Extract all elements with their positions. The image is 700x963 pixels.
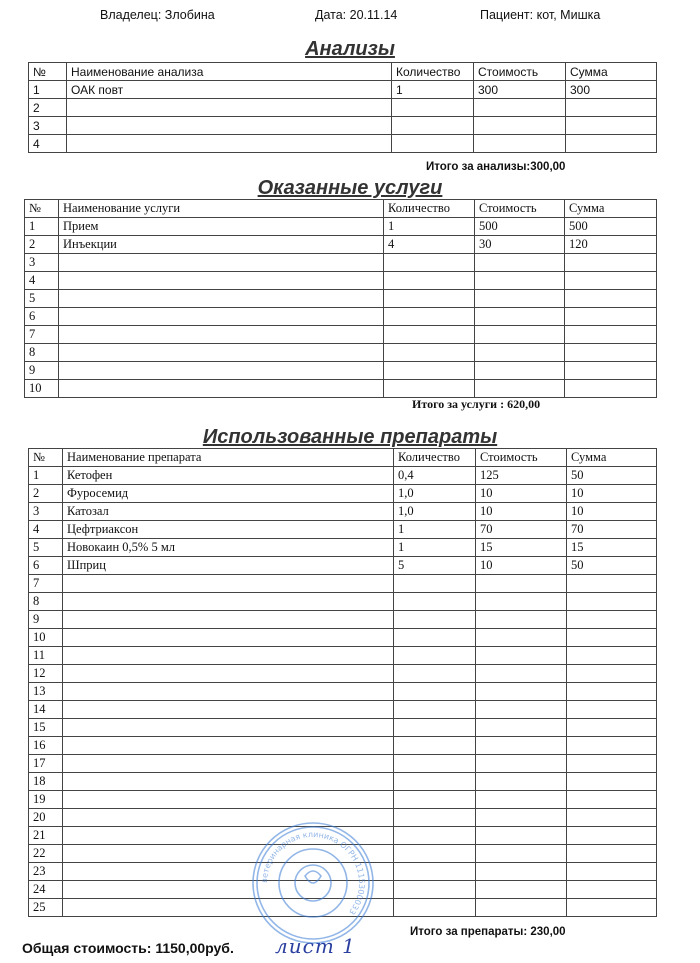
table-cell — [476, 611, 567, 629]
table-row — [25, 362, 657, 380]
table-cell — [63, 683, 394, 701]
drugs-title: Использованные препараты — [202, 426, 498, 448]
table-cell — [59, 344, 384, 362]
table-cell — [476, 737, 567, 755]
table-row — [29, 683, 657, 701]
table-cell — [567, 575, 657, 593]
table-row — [29, 719, 657, 737]
table-row — [29, 665, 657, 683]
column-header: Стоимость — [474, 63, 566, 81]
table-row — [29, 557, 657, 575]
table-row — [29, 485, 657, 503]
column-header: № — [25, 200, 59, 218]
table-cell — [565, 290, 657, 308]
table-cell — [474, 117, 566, 135]
table-cell — [567, 719, 657, 737]
row-number: 9 — [25, 362, 59, 380]
table-cell — [567, 647, 657, 665]
row-number: 9 — [29, 611, 63, 629]
column-header: Сумма — [565, 200, 657, 218]
table-cell — [567, 809, 657, 827]
table-cell — [567, 611, 657, 629]
table-cell — [59, 380, 384, 398]
table-cell — [63, 755, 394, 773]
row-number: 3 — [29, 117, 67, 135]
table-cell — [566, 99, 657, 117]
row-number: 4 — [29, 135, 67, 153]
table-cell — [59, 308, 384, 326]
row-number: 8 — [29, 593, 63, 611]
row-number: 23 — [29, 863, 63, 881]
table-cell — [475, 362, 565, 380]
table-row — [29, 521, 657, 539]
table-cell: Прием — [59, 218, 384, 236]
table-cell — [63, 629, 394, 647]
table-cell — [567, 755, 657, 773]
table-cell — [474, 99, 566, 117]
table-cell — [59, 290, 384, 308]
table-cell: 300 — [474, 81, 566, 99]
row-number: 10 — [25, 380, 59, 398]
row-number: 12 — [29, 665, 63, 683]
table-row — [29, 593, 657, 611]
analyses-table — [28, 62, 657, 153]
table-cell — [566, 117, 657, 135]
table-cell — [476, 719, 567, 737]
row-number: 4 — [29, 521, 63, 539]
table-cell — [394, 863, 476, 881]
table-row — [29, 135, 657, 153]
table-cell — [394, 737, 476, 755]
table-cell: 70 — [476, 521, 567, 539]
row-number: 1 — [29, 81, 67, 99]
row-number: 1 — [25, 218, 59, 236]
table-cell — [384, 308, 475, 326]
table-row — [29, 755, 657, 773]
table-cell — [394, 881, 476, 899]
table-cell — [63, 701, 394, 719]
table-cell — [476, 791, 567, 809]
table-cell — [59, 326, 384, 344]
table-row — [29, 611, 657, 629]
owner-field: Владелец: Злобина — [100, 8, 215, 22]
row-number: 1 — [29, 467, 63, 485]
column-header: Сумма — [566, 63, 657, 81]
table-cell: 5 — [394, 557, 476, 575]
row-number: 15 — [29, 719, 63, 737]
column-header: Количество — [384, 200, 475, 218]
table-row — [25, 254, 657, 272]
table-row — [29, 647, 657, 665]
table-cell — [476, 773, 567, 791]
table-cell — [567, 881, 657, 899]
services-table — [24, 199, 657, 398]
table-cell — [565, 308, 657, 326]
table-cell: 15 — [476, 539, 567, 557]
table-cell — [384, 254, 475, 272]
table-cell — [392, 99, 474, 117]
table-cell: 4 — [384, 236, 475, 254]
table-cell — [384, 272, 475, 290]
table-row — [29, 539, 657, 557]
table-cell: Фуросемид — [63, 485, 394, 503]
table-cell: 10 — [567, 503, 657, 521]
row-number: 6 — [25, 308, 59, 326]
table-cell: 1 — [384, 218, 475, 236]
table-row — [29, 81, 657, 99]
table-cell — [394, 809, 476, 827]
row-number: 6 — [29, 557, 63, 575]
row-number: 3 — [29, 503, 63, 521]
table-cell — [394, 755, 476, 773]
column-header: Стоимость — [475, 200, 565, 218]
column-header: Наименование анализа — [67, 63, 392, 81]
table-cell — [476, 881, 567, 899]
row-number: 4 — [25, 272, 59, 290]
clinic-stamp — [248, 818, 378, 948]
table-cell: 10 — [476, 557, 567, 575]
table-cell — [567, 791, 657, 809]
table-cell: 120 — [565, 236, 657, 254]
table-cell — [63, 773, 394, 791]
table-cell — [566, 135, 657, 153]
table-cell: 1,0 — [394, 485, 476, 503]
table-cell — [394, 665, 476, 683]
column-header: Количество — [394, 449, 476, 467]
table-cell — [394, 701, 476, 719]
table-row — [25, 272, 657, 290]
row-number: 25 — [29, 899, 63, 917]
table-row — [29, 773, 657, 791]
table-cell — [63, 575, 394, 593]
table-cell — [476, 647, 567, 665]
row-number: 19 — [29, 791, 63, 809]
table-cell — [476, 629, 567, 647]
table-cell: 10 — [567, 485, 657, 503]
table-cell: 10 — [476, 503, 567, 521]
row-number: 10 — [29, 629, 63, 647]
grand-total: Общая стоимость: 1150,00руб. — [22, 940, 234, 956]
row-number: 13 — [29, 683, 63, 701]
table-cell: Цефтриаксон — [63, 521, 394, 539]
table-cell — [567, 665, 657, 683]
table-cell — [59, 362, 384, 380]
table-cell: 30 — [475, 236, 565, 254]
table-cell — [63, 737, 394, 755]
table-cell: 15 — [567, 539, 657, 557]
table-cell: 1,0 — [394, 503, 476, 521]
table-cell — [384, 326, 475, 344]
column-header: № — [29, 449, 63, 467]
row-number: 7 — [25, 326, 59, 344]
table-cell — [384, 380, 475, 398]
table-cell: Кетофен — [63, 467, 394, 485]
table-cell — [476, 755, 567, 773]
table-cell — [567, 701, 657, 719]
table-cell — [392, 117, 474, 135]
table-cell — [394, 575, 476, 593]
sheet-note: лист 1 — [275, 934, 356, 958]
table-cell: 500 — [475, 218, 565, 236]
row-number: 11 — [29, 647, 63, 665]
table-cell — [394, 773, 476, 791]
drugs-total: Итого за препараты: 230,00 — [410, 926, 566, 938]
table-cell — [475, 344, 565, 362]
row-number: 20 — [29, 809, 63, 827]
table-cell — [67, 99, 392, 117]
row-number: 16 — [29, 737, 63, 755]
row-number: 7 — [29, 575, 63, 593]
services-title: Оказанные услуги — [257, 177, 443, 199]
table-row — [25, 218, 657, 236]
table-cell — [67, 117, 392, 135]
table-cell — [63, 791, 394, 809]
table-row — [25, 380, 657, 398]
table-cell — [394, 719, 476, 737]
table-cell — [567, 845, 657, 863]
table-cell — [394, 629, 476, 647]
row-number: 21 — [29, 827, 63, 845]
table-cell: 1 — [394, 539, 476, 557]
table-row — [29, 701, 657, 719]
table-cell — [476, 701, 567, 719]
table-row — [29, 575, 657, 593]
table-cell — [394, 845, 476, 863]
table-cell: 10 — [476, 485, 567, 503]
svg-text:ветеринарная клиника ОГРН 1115: ветеринарная клиника ОГРН 1115300033 — [259, 829, 367, 917]
table-cell — [475, 254, 565, 272]
table-cell — [475, 308, 565, 326]
table-cell: Шприц — [63, 557, 394, 575]
table-cell — [394, 647, 476, 665]
table-row — [29, 629, 657, 647]
table-cell — [475, 272, 565, 290]
table-cell — [567, 773, 657, 791]
table-cell: Катозал — [63, 503, 394, 521]
row-number: 2 — [29, 99, 67, 117]
table-cell — [63, 611, 394, 629]
table-cell — [394, 593, 476, 611]
table-row — [29, 737, 657, 755]
row-number: 5 — [29, 539, 63, 557]
table-cell — [565, 380, 657, 398]
table-cell — [63, 593, 394, 611]
table-cell — [476, 845, 567, 863]
table-cell: 50 — [567, 467, 657, 485]
row-number: 14 — [29, 701, 63, 719]
table-cell — [476, 827, 567, 845]
row-number: 8 — [25, 344, 59, 362]
table-cell — [567, 827, 657, 845]
table-cell — [567, 737, 657, 755]
table-cell — [565, 254, 657, 272]
analyses-total: Итого за анализы:300,00 — [426, 161, 566, 173]
row-number: 18 — [29, 773, 63, 791]
table-cell: 1 — [394, 521, 476, 539]
column-header: Наименование препарата — [63, 449, 394, 467]
table-cell — [384, 344, 475, 362]
table-cell: 300 — [566, 81, 657, 99]
table-cell — [476, 683, 567, 701]
table-cell — [567, 593, 657, 611]
table-cell: 125 — [476, 467, 567, 485]
row-number: 24 — [29, 881, 63, 899]
table-cell — [63, 719, 394, 737]
table-cell — [394, 611, 476, 629]
column-header: Стоимость — [476, 449, 567, 467]
table-row — [29, 99, 657, 117]
table-cell — [567, 683, 657, 701]
table-row — [29, 467, 657, 485]
row-number: 3 — [25, 254, 59, 272]
table-cell: 70 — [567, 521, 657, 539]
table-cell — [565, 344, 657, 362]
table-row — [25, 290, 657, 308]
table-cell — [565, 326, 657, 344]
table-cell — [476, 575, 567, 593]
table-cell: ОАК повт — [67, 81, 392, 99]
column-header: Наименование услуги — [59, 200, 384, 218]
table-cell — [476, 863, 567, 881]
row-number: 5 — [25, 290, 59, 308]
table-cell — [475, 380, 565, 398]
row-number: 17 — [29, 755, 63, 773]
table-cell — [63, 647, 394, 665]
table-cell — [394, 791, 476, 809]
column-header: Сумма — [567, 449, 657, 467]
table-cell — [394, 827, 476, 845]
table-cell: 0,4 — [394, 467, 476, 485]
header-row — [25, 200, 657, 218]
row-number: 2 — [25, 236, 59, 254]
table-cell: 500 — [565, 218, 657, 236]
row-number: 2 — [29, 485, 63, 503]
table-cell — [476, 899, 567, 917]
table-row — [29, 503, 657, 521]
table-row — [29, 117, 657, 135]
patient-field: Пациент: кот, Мишка — [480, 8, 601, 22]
table-cell — [59, 254, 384, 272]
table-cell — [475, 326, 565, 344]
table-cell — [394, 683, 476, 701]
table-row — [25, 236, 657, 254]
table-cell — [567, 863, 657, 881]
table-cell — [475, 290, 565, 308]
table-row — [25, 344, 657, 362]
table-row — [25, 308, 657, 326]
table-cell — [476, 593, 567, 611]
table-cell — [474, 135, 566, 153]
table-cell — [384, 362, 475, 380]
table-cell: Инъекции — [59, 236, 384, 254]
table-row — [25, 326, 657, 344]
table-cell — [476, 665, 567, 683]
header-row — [29, 449, 657, 467]
column-header: Количество — [392, 63, 474, 81]
table-cell — [59, 272, 384, 290]
analyses-title: Анализы — [305, 38, 395, 60]
table-cell — [394, 899, 476, 917]
table-cell: 1 — [392, 81, 474, 99]
table-cell — [565, 362, 657, 380]
table-cell — [67, 135, 392, 153]
table-cell: Новокаин 0,5% 5 мл — [63, 539, 394, 557]
header-row — [29, 63, 657, 81]
table-row — [29, 791, 657, 809]
table-cell — [63, 665, 394, 683]
table-cell: 50 — [567, 557, 657, 575]
table-cell — [567, 899, 657, 917]
date-field: Дата: 20.11.14 — [315, 8, 398, 22]
column-header: № — [29, 63, 67, 81]
table-cell — [567, 629, 657, 647]
table-cell — [476, 809, 567, 827]
table-cell — [392, 135, 474, 153]
row-number: 22 — [29, 845, 63, 863]
table-cell — [565, 272, 657, 290]
services-total: Итого за услуги : 620,00 — [412, 397, 541, 411]
table-cell — [384, 290, 475, 308]
